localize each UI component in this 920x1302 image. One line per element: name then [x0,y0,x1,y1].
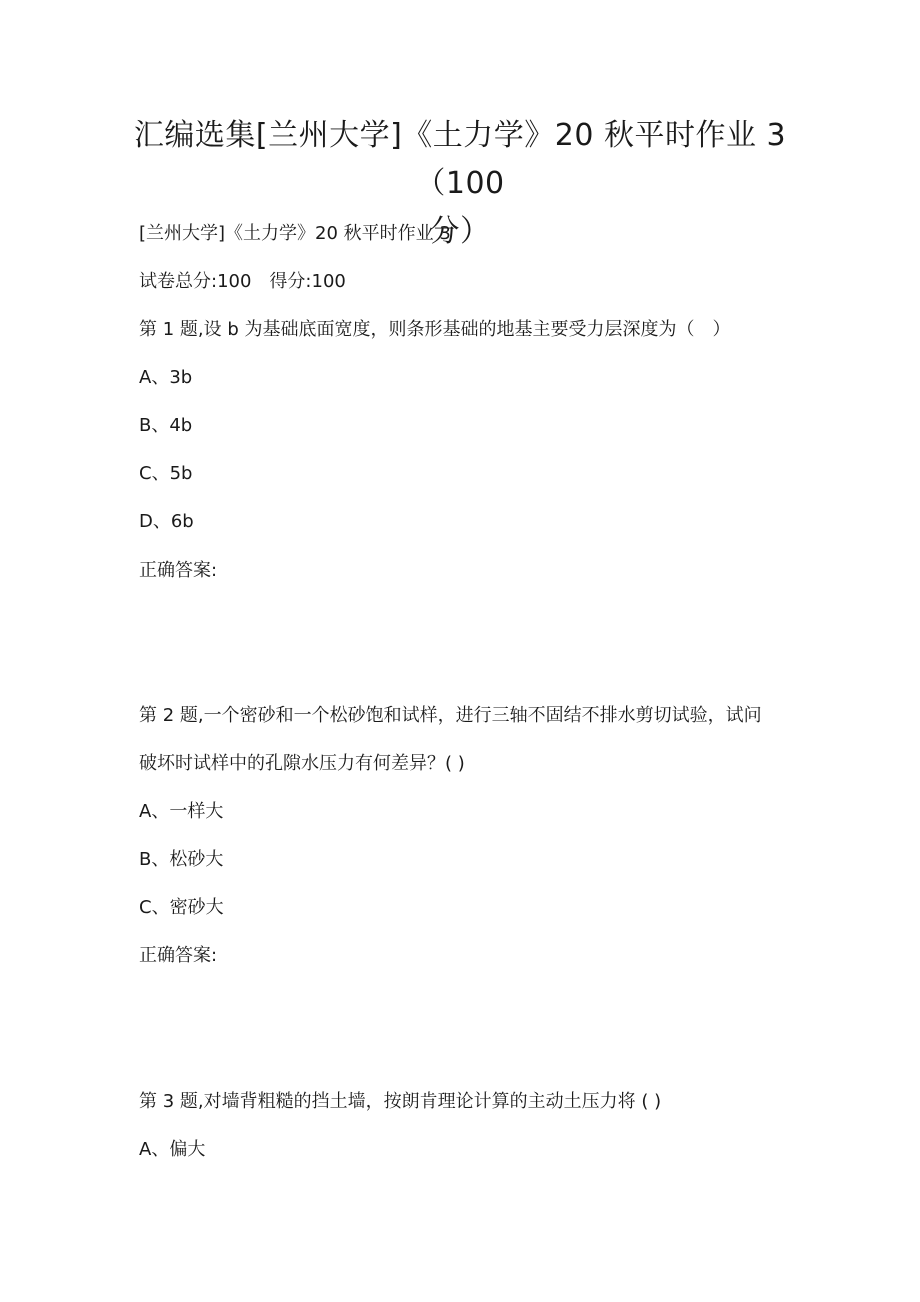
question-1-option-a: A、3b [139,367,193,388]
question-2-stem-line-2: 破坏时试样中的孔隙水压力有何差异？( ) [139,753,465,774]
title-line-2: 分） [429,214,491,249]
question-1-option-d: D、6b [139,511,194,532]
question-1-option-c: C、5b [139,463,193,484]
score-total: 试卷总分:100 [139,271,252,292]
question-2-option-a: A、一样大 [139,801,224,822]
question-3-stem: 第 3 题,对墙背粗糙的挡土墙，按朗肯理论计算的主动土压力将 ( ) [139,1091,662,1112]
score-got: 得分:100 [269,271,346,292]
question-1-option-b: B、4b [139,415,193,436]
question-2-option-b: B、松砂大 [139,849,224,870]
subtitle: [兰州大学]《土力学》20 秋平时作业 3 [139,223,451,244]
score-line [139,269,346,295]
question-2-answer-label: 正确答案: [139,945,218,966]
question-2-option-c: C、密砂大 [139,897,224,918]
question-1-answer-label: 正确答案: [139,560,218,581]
question-2-stem-line-1: 第 2 题,一个密砂和一个松砂饱和试样，进行三轴不固结不排水剪切试验，试问 [139,705,762,726]
title-line-1: 汇编选集[兰州大学]《土力学》20 秋平时作业 3（100 [133,118,787,201]
question-3-option-a: A、偏大 [139,1139,206,1160]
question-1-stem: 第 1 题,设 b 为基础底面宽度，则条形基础的地基主要受力层深度为（ ） [139,319,731,340]
